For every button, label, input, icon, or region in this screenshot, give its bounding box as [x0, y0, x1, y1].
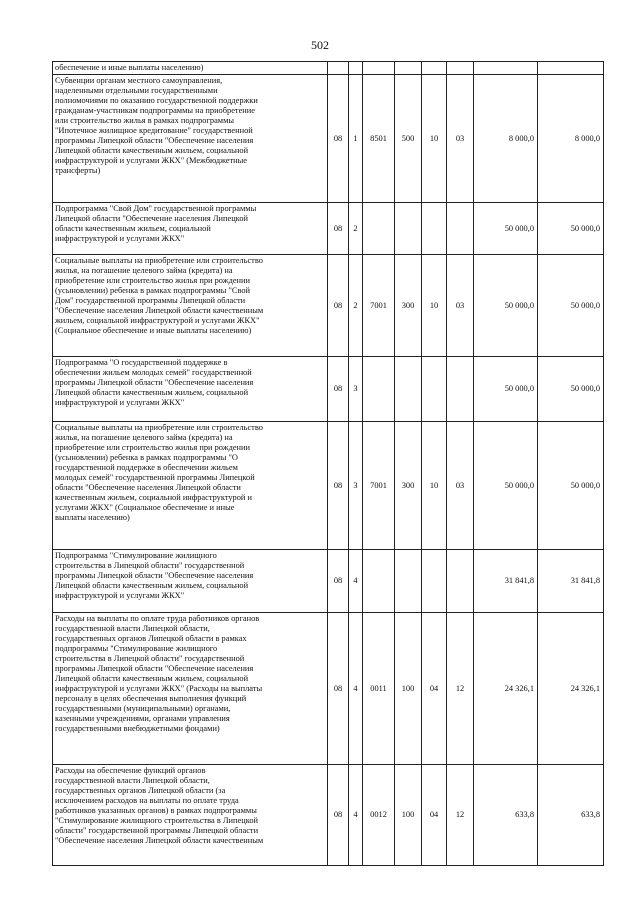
expense-type-cell: 500: [395, 75, 422, 203]
expense-type-cell: [395, 62, 422, 75]
table-row: [53, 550, 604, 613]
row-name: Социальные выплаты на приобретение или строительство жилья, на погашение целевого займа (кредита) на приобретение или строительство жилья при рождении (усыновлении) ребенка в рамках подпрограммы "Свой Дом" государственной программы Липецкой области "Обеспечение населения Липецкой области качественным жильем, социальной инфраструктурой и услугами ЖКХ" (Социальное обеспечение и иные выплаты населению): [53, 255, 328, 357]
section-cell: 08: [328, 613, 349, 765]
subsection2-cell: [447, 203, 474, 255]
row-name: Расходы на выплаты по оплате труда работников органов государственной власти Липецкой области, государственных органов Липецкой области в рамках подпрограммы "Стимулирование жилищного строительства в Липецкой области" государственной программы Липецкой области "Обеспечение населения Липецкой области качественным жильем, социальной инфраструктурой и услугами ЖКХ" (Расходы на выплаты персоналу в целях обеспечения выполнения функций государственными (муниципальными) органами, казенными учреждениями, органами управления государственными внебюджетными фондами): [53, 613, 328, 765]
amount2-cell: [538, 62, 604, 75]
table-row: [53, 62, 604, 75]
article-cell: [363, 62, 395, 75]
subsection-cell: 3: [349, 357, 363, 422]
amount1-cell: 50 000,0: [474, 357, 538, 422]
subsection-cell: 3: [349, 422, 363, 550]
section-cell: 08: [328, 255, 349, 357]
subsection2-cell: [447, 550, 474, 613]
subsection-cell: 2: [349, 255, 363, 357]
article-cell: [363, 203, 395, 255]
amount1-cell: 50 000,0: [474, 422, 538, 550]
subsection2-cell: [447, 357, 474, 422]
article-cell: 7001: [363, 422, 395, 550]
article-cell: [363, 357, 395, 422]
subsection-cell: 1: [349, 75, 363, 203]
amount2-cell: 50 000,0: [538, 255, 604, 357]
expense-type-cell: 100: [395, 613, 422, 765]
budget-table: [52, 61, 604, 866]
subsection2-cell: 03: [447, 255, 474, 357]
table-row: [53, 765, 604, 866]
expense-type-cell: 100: [395, 765, 422, 866]
amount2-cell: 8 000,0: [538, 75, 604, 203]
expense-type-cell: 300: [395, 422, 422, 550]
row-name: Субвенции органам местного самоуправления, наделенными отдельными государственными полномочиями по оказанию государственной поддержки гражданам-участникам подпрограммы на приобретение или строительство жилья в рамках подпрограммы "Ипотечное жилищное кредитование" государственной программы Липецкой области "Обеспечение населения Липецкой области качественным жильем, социальной инфраструктурой и услугами ЖКХ" (Межбюджетные трансферты): [53, 75, 328, 203]
section2-cell: 04: [422, 765, 447, 866]
amount1-cell: 50 000,0: [474, 255, 538, 357]
subsection-cell: 4: [349, 550, 363, 613]
row-name: Подпрограмма "О государственной поддержке в обеспечении жильем молодых семей" государственной программы Липецкой области "Обеспечение населения Липецкой области качественным жильем, социальной инфраструктурой и услугами ЖКХ": [53, 357, 328, 422]
expense-type-cell: 300: [395, 255, 422, 357]
row-name: Расходы на обеспечение функций органов государственной власти Липецкой области, государственных органов Липецкой области (за исключением расходов на выплаты по оплате труда работников указанных органов) в рамках подпрограммы "Стимулирование жилищного строительства в Липецкой области" государственной программы Липецкой области "Обеспечение населения Липецкой области качественным: [53, 765, 328, 866]
table-row: [53, 357, 604, 422]
expense-type-cell: [395, 203, 422, 255]
amount1-cell: 24 326,1: [474, 613, 538, 765]
subsection2-cell: 12: [447, 765, 474, 866]
subsection2-cell: 12: [447, 613, 474, 765]
table-row: [53, 255, 604, 357]
amount2-cell: 50 000,0: [538, 357, 604, 422]
subsection-cell: 4: [349, 765, 363, 866]
subsection2-cell: [447, 62, 474, 75]
table-row: [53, 75, 604, 203]
article-cell: 0011: [363, 613, 395, 765]
amount2-cell: 24 326,1: [538, 613, 604, 765]
amount2-cell: 50 000,0: [538, 203, 604, 255]
amount2-cell: 50 000,0: [538, 422, 604, 550]
section2-cell: [422, 357, 447, 422]
section2-cell: 10: [422, 422, 447, 550]
expense-type-cell: [395, 550, 422, 613]
table-row: [53, 203, 604, 255]
row-name: обеспечение и иные выплаты населению): [53, 62, 328, 75]
section-cell: 08: [328, 203, 349, 255]
row-name: Подпрограмма "Стимулирование жилищного строительства в Липецкой области" государственной программы Липецкой области "Обеспечение населения Липецкой области качественным жильем, социальной инфраструктурой и услугами ЖКХ": [53, 550, 328, 613]
article-cell: [363, 550, 395, 613]
amount1-cell: 50 000,0: [474, 203, 538, 255]
section-cell: 08: [328, 765, 349, 866]
subsection2-cell: 03: [447, 422, 474, 550]
article-cell: 8501: [363, 75, 395, 203]
section-cell: 08: [328, 550, 349, 613]
amount1-cell: 31 841,8: [474, 550, 538, 613]
table-row: [53, 422, 604, 550]
article-cell: 7001: [363, 255, 395, 357]
section2-cell: 10: [422, 255, 447, 357]
amount2-cell: 633,8: [538, 765, 604, 866]
page-number: 502: [311, 38, 329, 52]
section2-cell: [422, 203, 447, 255]
subsection-cell: 4: [349, 613, 363, 765]
section2-cell: [422, 550, 447, 613]
amount1-cell: 8 000,0: [474, 75, 538, 203]
section2-cell: 10: [422, 75, 447, 203]
section2-cell: [422, 62, 447, 75]
amount1-cell: 633,8: [474, 765, 538, 866]
amount2-cell: 31 841,8: [538, 550, 604, 613]
section-cell: 08: [328, 357, 349, 422]
section-cell: [328, 62, 349, 75]
row-name: Социальные выплаты на приобретение или строительство жилья, на погашение целевого займа (кредита) на приобретение или строительство жилья при рождении (усыновлении) ребенка в рамках подпрограммы "О государственной поддержке в обеспечении жильем молодых семей" государственной программы Липецкой области "Обеспечение населения Липецкой области качественным жильем, социальной инфраструктурой и услугами ЖКХ" (Социальное обеспечение и иные выплаты населению): [53, 422, 328, 550]
subsection-cell: 2: [349, 203, 363, 255]
expense-type-cell: [395, 357, 422, 422]
article-cell: 0012: [363, 765, 395, 866]
subsection2-cell: 03: [447, 75, 474, 203]
table-row: [53, 613, 604, 765]
row-name: Подпрограмма "Свой Дом" государственной программы Липецкой области "Обеспечение населения Липецкой области качественным жильем, социальной инфраструктурой и услугами ЖКХ": [53, 203, 328, 255]
subsection-cell: [349, 62, 363, 75]
section2-cell: 04: [422, 613, 447, 765]
section-cell: 08: [328, 422, 349, 550]
amount1-cell: [474, 62, 538, 75]
section-cell: 08: [328, 75, 349, 203]
